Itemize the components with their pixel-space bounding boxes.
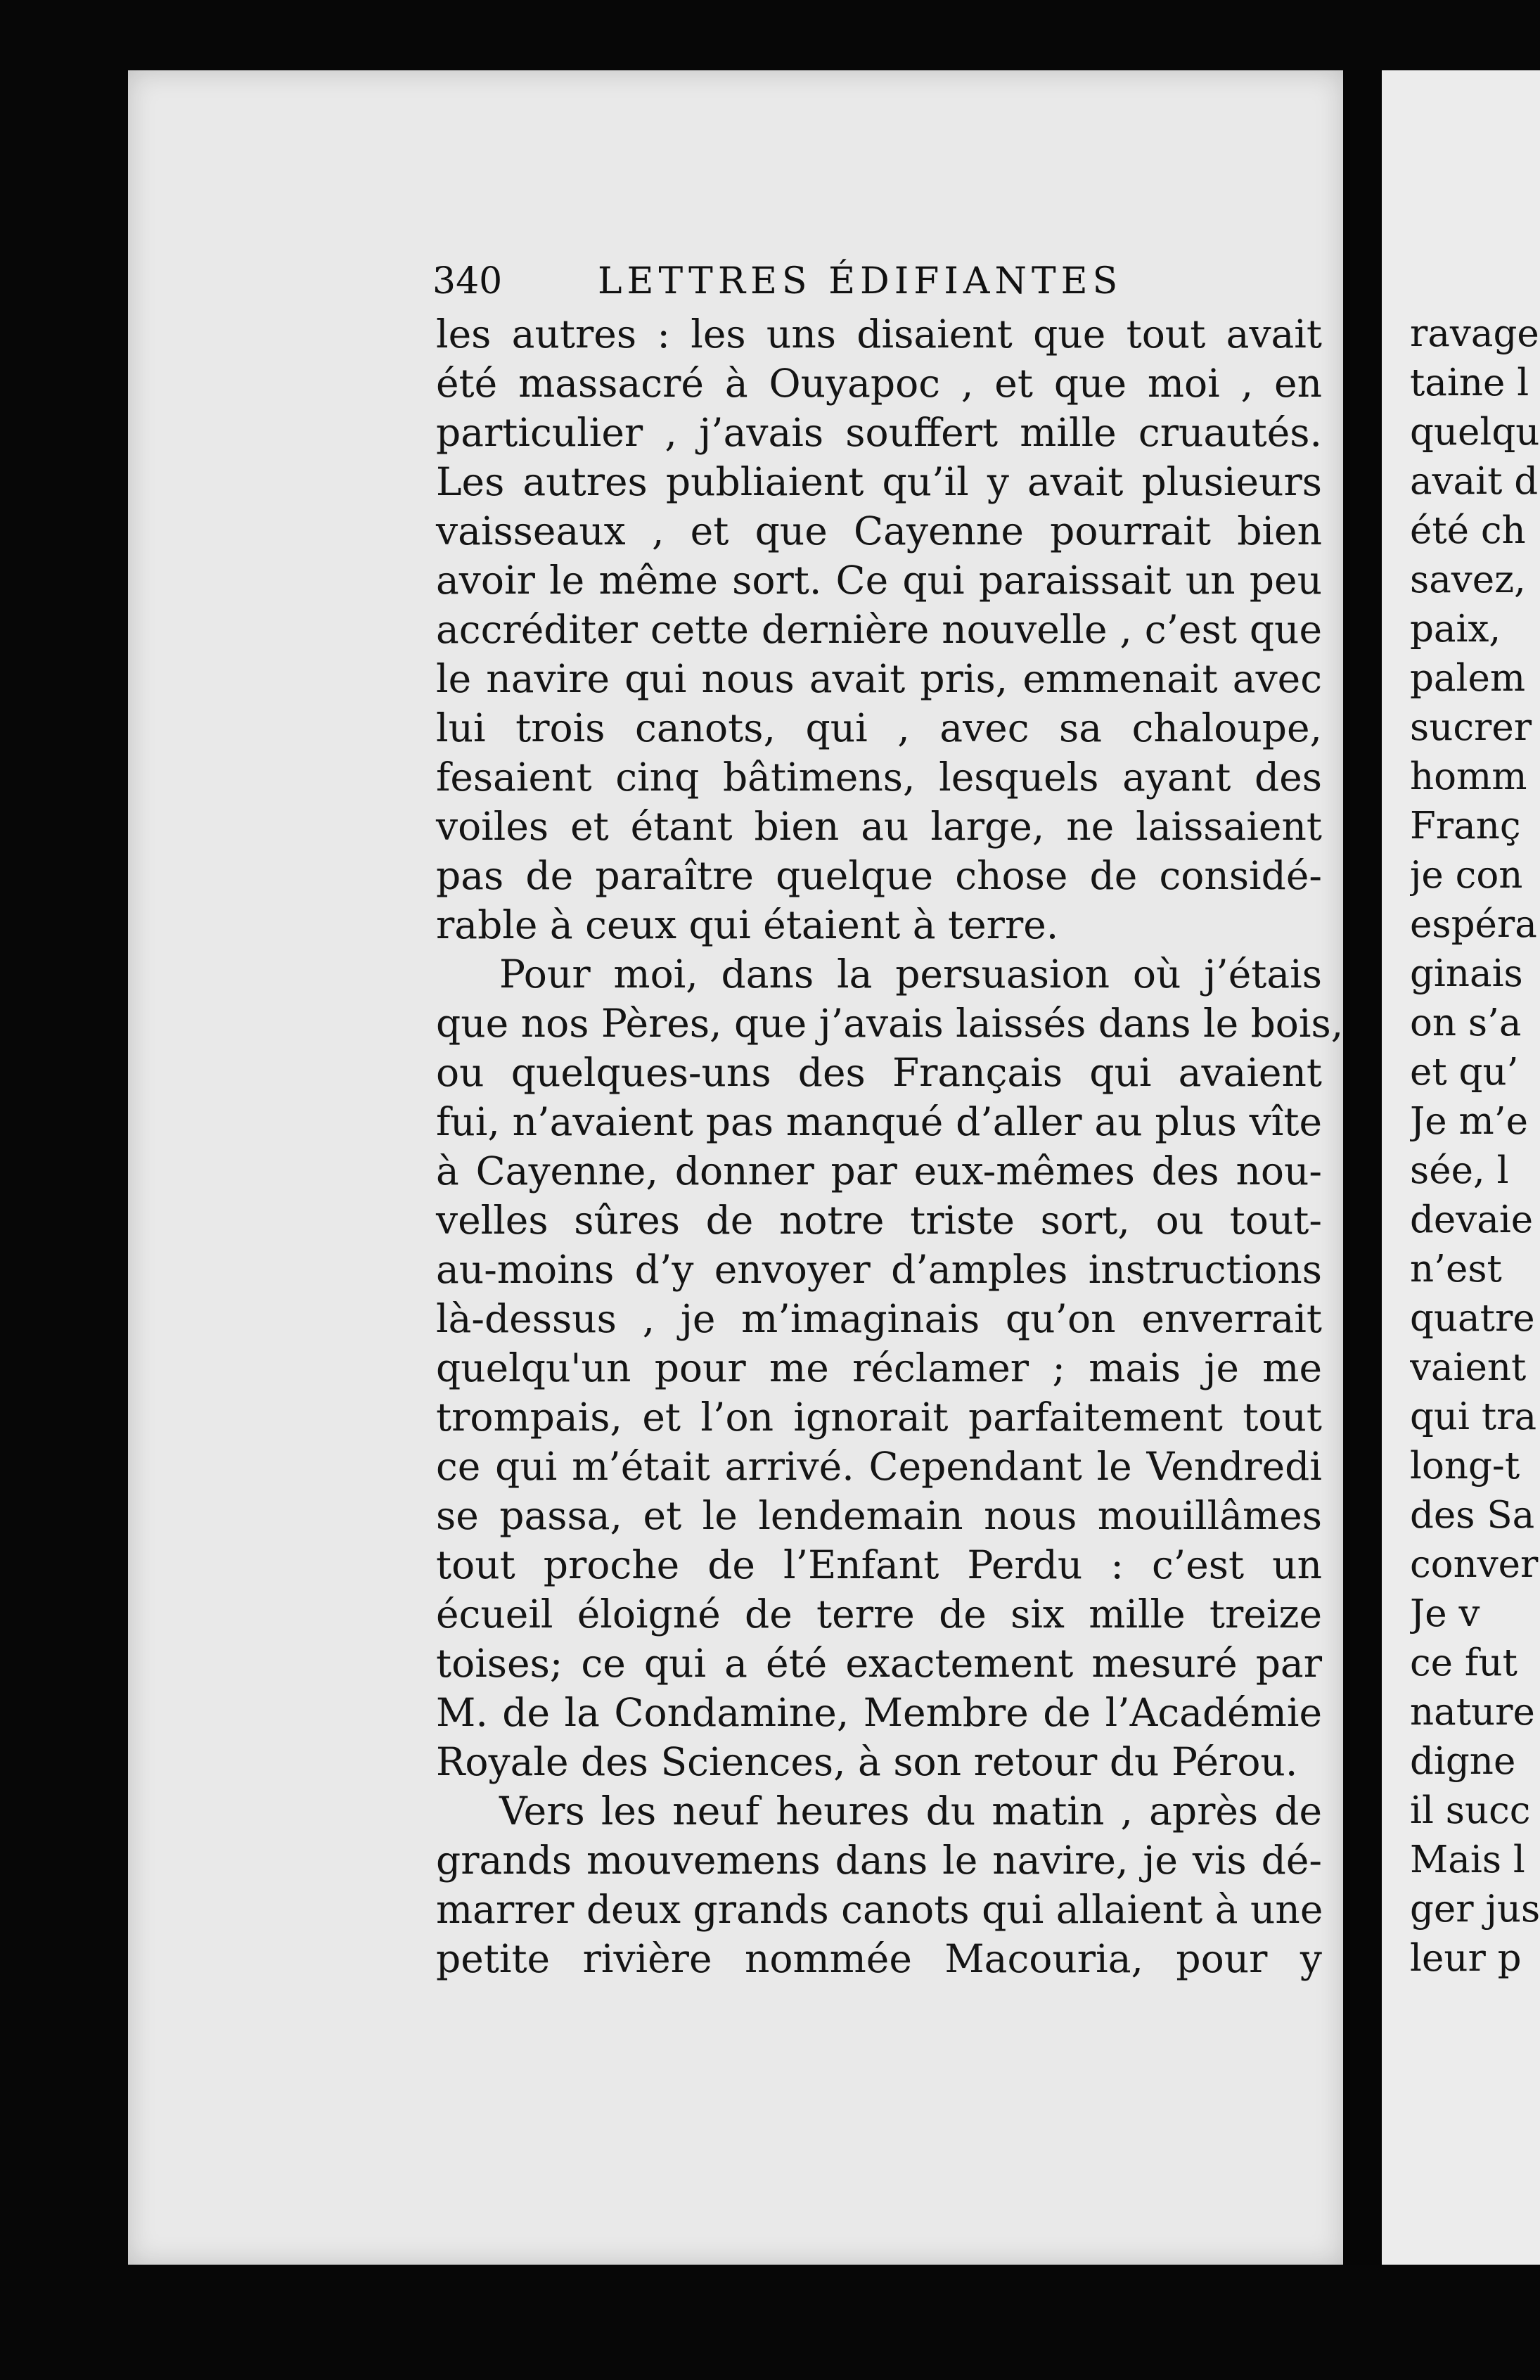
paragraph-start-line: Vers les neuf heures du matin , après de [499,1789,1322,1834]
text-line: au-moins d’y envoyer d’amples instructions [436,1247,1322,1292]
text-line: particulier , j’avais souffert mille cruautés. [436,410,1322,455]
text-line: lui trois canots, qui , avec sa chaloupe, [436,705,1322,750]
text-line: ger jus [1410,1888,1540,1931]
text-line: ou quelques-uns des Français qui avaient [436,1050,1322,1095]
text-line: tout proche de l’Enfant Perdu : c’est un [436,1542,1322,1587]
text-line: ginais [1410,952,1523,995]
text-line: écueil éloigné de terre de six mille treize [436,1592,1322,1637]
text-line: avoir le même sort. Ce qui paraissait un peu [436,558,1322,603]
text-line: vaient [1410,1346,1527,1389]
text-line: grands mouvemens dans le navire, je vis dé- [436,1838,1322,1883]
text-line: palem [1410,657,1526,700]
text-line: que nos Pères, que j’avais laissés dans le bois, [436,1001,1344,1046]
text-line: velles sûres de notre triste sort, ou tout- [436,1198,1322,1243]
text-line: on s’a [1410,1002,1522,1044]
text-line: fui, n’avaient pas manqué d’aller au plus vîte [436,1099,1322,1144]
text-line: sée, l [1410,1149,1509,1192]
text-line: homm [1410,755,1527,798]
text-line: à Cayenne, donner par eux-mêmes des nou- [436,1149,1322,1194]
text-line: Franç [1410,805,1521,847]
text-line: sucrer [1410,706,1532,749]
text-line: là-dessus , je m’imaginais qu’on enverrait [436,1296,1322,1341]
text-line: Les autres publiaient qu’il y avait plusieurs [436,459,1322,504]
text-line: été massacré à Ouyapoc , et que moi , en [436,361,1322,406]
page-header [302,260,1259,316]
text-line: fesaient cinq bâtimens, lesquels ayant des [436,755,1322,800]
text-line: Je m’e [1410,1100,1528,1143]
text-line: espéra [1410,903,1537,946]
text-line: ce fut [1410,1642,1517,1684]
text-line: été ch [1410,509,1526,552]
text-line: savez, [1410,558,1526,601]
text-line: je con [1410,854,1523,897]
text-line: conver [1410,1543,1539,1586]
text-line: pas de paraître quelque chose de considé- [436,853,1322,898]
text-line: n’est [1410,1248,1502,1291]
running-title: LETTRES ÉDIFIANTES [598,260,1123,302]
text-line: les autres : les uns disaient que tout avait [436,312,1322,357]
right-page-text [1410,309,1540,1983]
page-number: 340 [432,260,503,302]
gutter-shadow [1343,70,1382,2265]
text-line: ravage [1410,312,1539,355]
text-line: M. de la Condamine, Membre de l’Académie [436,1690,1322,1735]
text-line: trompais, et l’on ignorait parfaitement tout [436,1395,1322,1440]
text-line: rable à ceux qui étaient à terre. [436,902,1059,947]
text-line: qui tra [1410,1395,1537,1438]
text-line: voiles et étant bien au large, ne laissaient [436,804,1322,849]
text-line: il succ [1410,1789,1531,1832]
text-line: accréditer cette dernière nouvelle , c’est que [436,607,1322,652]
text-line: avait d [1410,460,1539,503]
paragraph-start-line: Pour moi, dans la persuasion où j’étais [499,952,1322,997]
text-line: se passa, et le lendemain nous mouillâmes [436,1493,1322,1538]
text-line: petite rivière nommée Macouria, pour y [436,1936,1322,1981]
text-line: nature [1410,1691,1535,1734]
text-line: quelqu [1410,411,1540,454]
text-line: digne [1410,1740,1516,1783]
text-line: Mais l [1410,1838,1525,1881]
text-line: Royale des Sciences, à son retour du Pérou. [436,1739,1298,1784]
text-line: taine l [1410,362,1529,404]
text-line: long-t [1410,1445,1520,1488]
text-line: vaisseaux , et que Cayenne pourrait bien [436,508,1322,554]
text-line: Je v [1410,1592,1480,1635]
text-line: leur p [1410,1937,1522,1980]
text-line: marrer deux grands canots qui allaient à une [436,1887,1323,1932]
text-line: quelqu'un pour me réclamer ; mais je me [436,1345,1322,1390]
text-line: toises; ce qui a été exactement mesuré par [436,1641,1322,1686]
text-line: paix, [1410,608,1501,651]
text-line: devaie [1410,1198,1534,1241]
text-line: et qu’ [1410,1051,1519,1094]
text-line: ce qui m’était arrivé. Cependant le Vendredi [436,1444,1322,1489]
text-line: quatre [1410,1297,1535,1340]
text-line: des Sa [1410,1494,1535,1537]
left-page-text [436,309,1344,1983]
text-line: le navire qui nous avait pris, emmenait avec [436,656,1322,701]
